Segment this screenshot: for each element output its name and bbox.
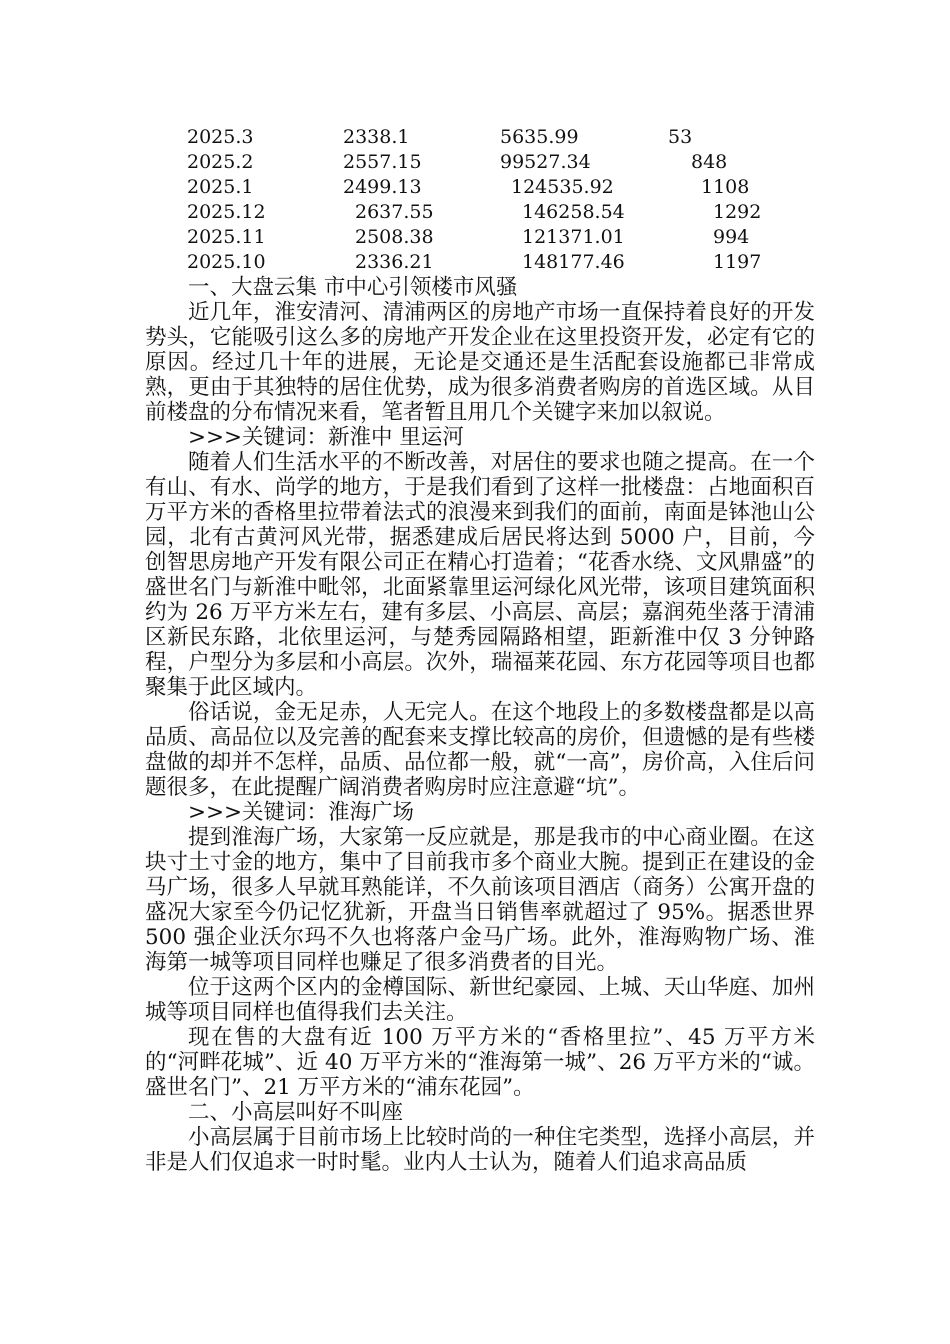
area-cell: 121371.01 (522, 226, 625, 248)
units-cell: 848 (691, 151, 728, 173)
keyword-heading: >>>关键词：新淮中 里运河 (188, 425, 464, 450)
section-heading: 一、大盘云集 市中心引领楼市风骚 (188, 275, 518, 300)
units-cell: 53 (668, 126, 693, 148)
paragraph: 提到淮海广场，大家第一反应就是，那是我市的中心商业圈。在这块寸土寸金的地方，集中了目前我市多个商业大腕。提到正在建设的金马广场，很多人早就耳熟能详，不久前该项目酒店（商务）公寓开盘的盛况大家至今仍记忆犹新，开盘当日销售率就超过了 95%。据悉世界 500 强企业沃尔玛不久也将落户金马广场。此外，淮海购物广场、淮海第一城等项目同样也赚足了很多消费者的目光。 (145, 825, 815, 975)
month-cell: 2025.12 (187, 201, 266, 223)
paragraph: 现在售的大盘有近 100 万平方米的“香格里拉”、45 万平方米的“河畔花城”、近 40 万平方米的“淮海第一城”、26 万平方米的“诚。盛世名门”、21 万平方米的“浦东花园”。 (145, 1025, 815, 1100)
units-cell: 1197 (713, 251, 762, 273)
paragraph: 近几年，淮安清河、清浦两区的房地产市场一直保持着良好的开发势头，它能吸引这么多的房地产开发企业在这里投资开发，必定有它的原因。经过几十年的进展，无论是交通还是生活配套设施都已非常成熟，更由于其独特的居住优势，成为很多消费者购房的首选区域。从目前楼盘的分布情况来看，笔者暂且用几个关键字来加以叙说。 (145, 300, 815, 425)
paragraph: 随着人们生活水平的不断改善，对居住的要求也随之提高。在一个有山、有水、尚学的地方，于是我们看到了这样一批楼盘：占地面积百万平方米的香格里拉带着法式的浪漫来到我们的面前，南面是钵池山公园，北有古黄河风光带，据悉建成后居民将达到 5000 户，目前，今创智思房地产开发有限公司正在精心打造着；“花香水绕、文风鼎盛”的盛世名门与新淮中毗邻，北面紧靠里运河绿化风光带，该项目建筑面积约为 26 万平方米左右，建有多层、小高层、高层；嘉润苑坐落于清浦区新民东路，北依里运河，与楚秀园隔路相望，距新淮中仅 3 分钟路程，户型分为多层和小高层。次外，瑞福莱花园、东方花园等项目也都聚集于此区域内。 (145, 450, 815, 700)
table-row (0, 250, 950, 275)
table-row (0, 125, 950, 150)
units-cell: 1108 (701, 176, 750, 198)
units-cell: 994 (713, 226, 750, 248)
table-row (0, 225, 950, 250)
section-heading: 二、小高层叫好不叫座 (188, 1100, 404, 1125)
area-cell: 5635.99 (500, 126, 579, 148)
price-cell: 2336.21 (355, 251, 434, 273)
paragraph: 俗话说，金无足赤，人无完人。在这个地段上的多数楼盘都是以高品质、高品位以及完善的配套来支撑比较高的房价，但遗憾的是有些楼盘做的却并不怎样，品质、品位都一般，就“一高”，房价高，入住后问题很多，在此提醒广阔消费者购房时应注意避“坑”。 (145, 700, 815, 800)
units-cell: 1292 (713, 201, 762, 223)
table-row (0, 200, 950, 225)
area-cell: 148177.46 (522, 251, 625, 273)
area-cell: 99527.34 (500, 151, 591, 173)
month-cell: 2025.3 (187, 126, 254, 148)
price-cell: 2508.38 (355, 226, 434, 248)
keyword-heading: >>>关键词：淮海广场 (188, 800, 415, 825)
month-cell: 2025.10 (187, 251, 266, 273)
price-cell: 2338.1 (343, 126, 410, 148)
price-cell: 2637.55 (355, 201, 434, 223)
month-cell: 2025.11 (187, 226, 266, 248)
table-row (0, 150, 950, 175)
price-cell: 2557.15 (343, 151, 422, 173)
month-cell: 2025.2 (187, 151, 254, 173)
paragraph: 位于这两个区内的金樽国际、新世纪豪园、上城、天山华庭、加州城等项目同样也值得我们去关注。 (145, 975, 815, 1025)
area-cell: 124535.92 (511, 176, 614, 198)
month-cell: 2025.1 (187, 176, 254, 198)
price-cell: 2499.13 (343, 176, 422, 198)
table-row (0, 175, 950, 200)
sales-data-table (0, 125, 950, 275)
area-cell: 146258.54 (522, 201, 625, 223)
paragraph: 小高层属于目前市场上比较时尚的一种住宅类型，选择小高层，并非是人们仅追求一时时髦。业内人士认为，随着人们追求高品质 (145, 1125, 815, 1175)
article-body (145, 275, 815, 1175)
